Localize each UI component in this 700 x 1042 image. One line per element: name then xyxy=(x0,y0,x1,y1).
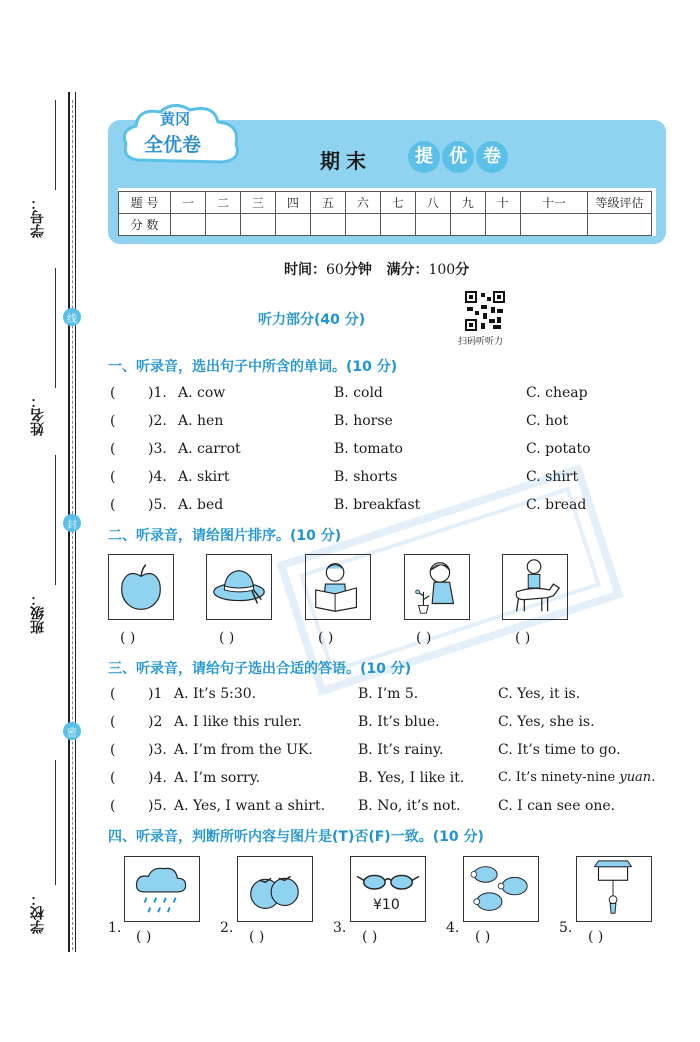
item-number: )1. xyxy=(148,385,167,401)
time-unit: 分钟 xyxy=(343,262,372,278)
class-label: 班级： xyxy=(30,592,46,634)
item-number: )4. xyxy=(148,469,167,485)
price-label: ¥10 xyxy=(373,897,400,913)
student-id-field[interactable] xyxy=(55,100,56,190)
score-unit: 分 xyxy=(455,262,470,278)
score-cell[interactable] xyxy=(205,214,240,236)
girl-watering-plant-picture xyxy=(404,554,470,620)
sheep-icon xyxy=(464,857,538,921)
item-number: )3. xyxy=(148,441,167,457)
item-number: )1 xyxy=(148,686,163,702)
option-a: A. carrot xyxy=(178,441,241,457)
score-cell[interactable] xyxy=(588,214,652,236)
answer-paren[interactable]: ( xyxy=(110,686,116,702)
option-a: A. hen xyxy=(178,413,224,429)
section1-item xyxy=(110,441,680,463)
answer-paren[interactable]: ( ) xyxy=(475,929,491,945)
item-number: )5. xyxy=(148,497,167,513)
section1-item xyxy=(110,385,680,407)
score-header-cell: 十一 xyxy=(520,192,587,214)
item-number: 3. xyxy=(333,920,347,936)
boy-reading-icon xyxy=(306,555,370,619)
item-number: 5. xyxy=(559,920,573,936)
option-b: B. breakfast xyxy=(334,497,421,513)
option-c: C. cheap xyxy=(526,385,588,401)
score-value: 100 xyxy=(428,262,456,278)
option-c: C. Yes, she is. xyxy=(498,714,595,730)
score-cell[interactable] xyxy=(380,214,415,236)
section3-item xyxy=(110,798,680,820)
answer-paren[interactable]: ( ) xyxy=(362,929,378,945)
apple-icon xyxy=(109,555,173,619)
subtitle-char: 优 xyxy=(442,141,474,173)
school-field[interactable] xyxy=(55,760,56,885)
option-b: B. It’s rainy. xyxy=(358,742,444,758)
item-number: )4. xyxy=(148,770,167,786)
option-c: C. potato xyxy=(526,441,591,457)
section1-item xyxy=(110,413,680,435)
answer-paren[interactable]: ( ) xyxy=(136,929,152,945)
qr-code-icon[interactable] xyxy=(463,289,507,333)
answer-paren[interactable]: ( ) xyxy=(515,630,531,646)
answer-paren[interactable]: ( xyxy=(110,714,116,730)
boy-riding-horse-icon xyxy=(503,555,567,619)
boy-reading-picture xyxy=(305,554,371,620)
answer-paren[interactable]: ( ) xyxy=(219,630,235,646)
time-value: 60 xyxy=(326,262,344,278)
section2-title: 二、听录音，请给图片排序。(10 分) xyxy=(108,528,342,544)
section4-title: 四、听录音，判断所听内容与图片是(T)否(F)一致。(10 分) xyxy=(108,829,484,845)
option-c xyxy=(498,770,655,785)
score-header-cell: 五 xyxy=(310,192,345,214)
section1-title: 一、听录音，选出句子中所含的单词。(10 分) xyxy=(108,359,398,375)
answer-paren[interactable]: ( ) xyxy=(588,929,604,945)
rain-cloud-icon xyxy=(125,857,199,921)
subtitle-char: 提 xyxy=(408,141,440,173)
score-header-cell: 二 xyxy=(205,192,240,214)
score-row-label: 分 数 xyxy=(119,214,171,236)
item-number: 4. xyxy=(446,920,460,936)
answer-paren[interactable]: ( xyxy=(110,469,116,485)
option-b: B. It’s blue. xyxy=(358,714,440,730)
name-field[interactable] xyxy=(55,268,56,388)
subtitle-char: 卷 xyxy=(476,141,508,173)
class-field[interactable] xyxy=(55,455,56,585)
score-cell[interactable] xyxy=(485,214,520,236)
score-header-cell: 十 xyxy=(485,192,520,214)
option-c-end: . xyxy=(651,770,656,785)
answer-paren[interactable]: ( xyxy=(110,413,116,429)
answer-paren[interactable]: ( xyxy=(110,742,116,758)
option-a: A. Yes, I want a shirt. xyxy=(174,798,326,814)
seal-char-seal: 封 xyxy=(63,514,81,532)
section1-item xyxy=(110,469,680,491)
qr-label: 扫码听听力 xyxy=(458,337,504,347)
score-header-cell: 八 xyxy=(415,192,450,214)
exam-title: 期末 xyxy=(320,149,372,173)
section3-item xyxy=(110,770,680,792)
section3-item xyxy=(110,742,680,764)
name-label: 姓名： xyxy=(30,394,46,436)
score-header-cell: 题 号 xyxy=(119,192,171,214)
score-cell[interactable] xyxy=(240,214,275,236)
section3-title: 三、听录音，请给句子选出合适的答语。(10 分) xyxy=(108,661,412,677)
kite-building-icon xyxy=(577,857,651,921)
option-c-text: C. It’s ninety-nine xyxy=(498,770,616,785)
option-a: A. I’m sorry. xyxy=(174,770,261,786)
score-table xyxy=(118,191,652,236)
logo-line2: 全优卷 xyxy=(144,134,202,156)
option-a: A. It’s 5:30. xyxy=(174,686,257,702)
answer-paren[interactable]: ( xyxy=(110,441,116,457)
option-a: A. cow xyxy=(178,385,226,401)
score-cell[interactable] xyxy=(171,214,206,236)
option-a: A. I like this ruler. xyxy=(174,714,302,730)
exam-subtitle xyxy=(408,141,508,173)
hat-picture xyxy=(206,554,272,620)
option-b: B. I’m 5. xyxy=(358,686,419,702)
score-header-cell: 七 xyxy=(380,192,415,214)
time-label: 时间： xyxy=(284,262,326,278)
item-number: )2 xyxy=(148,714,163,730)
kite-building-picture xyxy=(576,856,652,922)
option-c: C. It’s time to go. xyxy=(498,742,621,758)
option-b: B. shorts xyxy=(334,469,398,485)
option-b: B. Yes, I like it. xyxy=(358,770,465,786)
logo xyxy=(118,100,246,172)
option-b: B. horse xyxy=(334,413,393,429)
option-a: A. skirt xyxy=(178,469,230,485)
rain-cloud-picture xyxy=(124,856,200,922)
score-cell[interactable] xyxy=(450,214,485,236)
glasses-picture xyxy=(350,856,426,922)
score-cell[interactable] xyxy=(345,214,380,236)
answer-paren[interactable]: ( xyxy=(110,770,116,786)
school-label: 学校： xyxy=(30,892,46,934)
apple-picture xyxy=(108,554,174,620)
sheep-picture xyxy=(463,856,539,922)
item-number: 2. xyxy=(220,920,234,936)
option-c: C. hot xyxy=(526,413,569,429)
option-b: B. cold xyxy=(334,385,383,401)
score-cell[interactable] xyxy=(310,214,345,236)
girl-watering-icon xyxy=(405,555,469,619)
option-c: C. Yes, it is. xyxy=(498,686,581,702)
section3-item xyxy=(110,686,680,708)
score-header-cell: 一 xyxy=(171,192,206,214)
score-header-cell: 九 xyxy=(450,192,485,214)
item-number: )5. xyxy=(148,798,167,814)
item-number: )2. xyxy=(148,413,167,429)
exam-info xyxy=(284,259,469,279)
student-id-label: 学号： xyxy=(30,196,46,238)
tomatoes-icon xyxy=(238,857,312,921)
option-b: B. tomato xyxy=(334,441,403,457)
option-c: C. bread xyxy=(526,497,587,513)
answer-paren[interactable]: ( ) xyxy=(318,630,334,646)
score-header-cell: 四 xyxy=(275,192,310,214)
score-header-cell: 等级评估 xyxy=(588,192,652,214)
score-table-header-row xyxy=(119,192,652,214)
seal-char-secret: 密 xyxy=(63,722,81,740)
option-a: A. I’m from the UK. xyxy=(174,742,313,758)
seal-char-line: 线 xyxy=(63,308,81,326)
boy-riding-horse-picture xyxy=(502,554,568,620)
option-c: C. shirt xyxy=(526,469,579,485)
option-a: A. bed xyxy=(178,497,224,513)
score-table-score-row xyxy=(119,214,652,236)
score-label: 满分： xyxy=(386,262,429,278)
listening-part-title: 听力部分(40 分) xyxy=(258,312,366,328)
hat-icon xyxy=(207,555,271,619)
section3-item xyxy=(110,714,680,736)
answer-paren[interactable]: ( ) xyxy=(120,630,136,646)
logo-line1: 黄冈 xyxy=(160,110,191,128)
option-b: B. No, it’s not. xyxy=(358,798,461,814)
score-cell[interactable] xyxy=(275,214,310,236)
score-cell[interactable] xyxy=(520,214,587,236)
item-number: )3. xyxy=(148,742,167,758)
answer-paren[interactable]: ( xyxy=(110,497,116,513)
answer-paren[interactable]: ( xyxy=(110,798,116,814)
score-cell[interactable] xyxy=(415,214,450,236)
answer-paren[interactable]: ( xyxy=(110,385,116,401)
item-number: 1. xyxy=(108,920,122,936)
option-c: C. I can see one. xyxy=(498,798,616,814)
score-header-cell: 六 xyxy=(345,192,380,214)
option-c-italic: yuan xyxy=(619,770,652,785)
tomatoes-picture xyxy=(237,856,313,922)
answer-paren[interactable]: ( ) xyxy=(249,929,265,945)
binding-margin xyxy=(0,0,95,1042)
score-header-cell: 三 xyxy=(240,192,275,214)
answer-paren[interactable]: ( ) xyxy=(416,630,432,646)
